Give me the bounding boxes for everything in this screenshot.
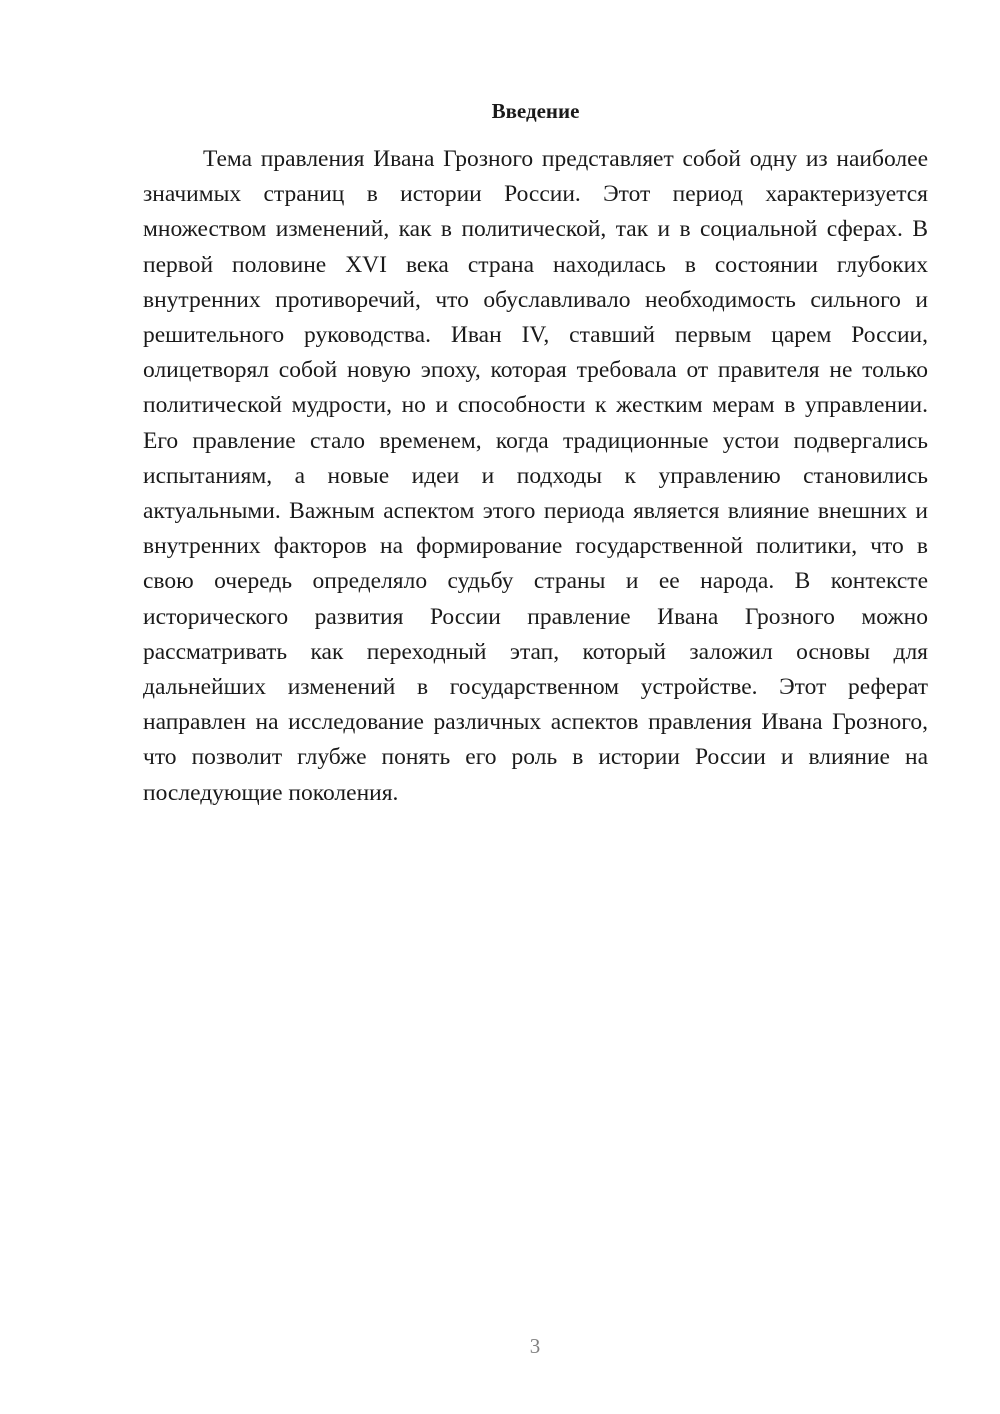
page-number: 3 — [529, 1334, 541, 1358]
section-heading: Введение — [491, 99, 580, 123]
body-paragraph: Тема правления Ивана Грозного представляет собой одну из наиболее значимых страниц в истории России. Этот период характеризуется множеством изменений, как в политической, так и в социальной сферах. В первой половине XVI века страна находилась в состоянии глубоких внутренних противоречий, что обуславливало необходимость сильного и решительного руководства. Иван IV, ставший первым царем России, олицетворял собой новую эпоху, которая требовала от правителя не только политической мудрости, но и способности к жестким мерам в управлении. Его правление стало временем, когда традиционные устои подвергались испытаниям, а новые идеи и подходы к управлению становились актуальными. Важным аспектом этого периода является влияние внешних и внутренних факторов на формирование государственной политики, что в свою очередь определяло судьбу страны и ее народа. В контексте исторического развития России правление Ивана Грозного можно рассматривать как переходный этап, который заложил основы для дальнейших изменений в государственном устройстве. Этот реферат направлен на исследование различных аспектов правления Ивана Грозного, что позволит глубже понять его роль в истории России и влияние на последующие поколения. — [143, 146, 928, 806]
